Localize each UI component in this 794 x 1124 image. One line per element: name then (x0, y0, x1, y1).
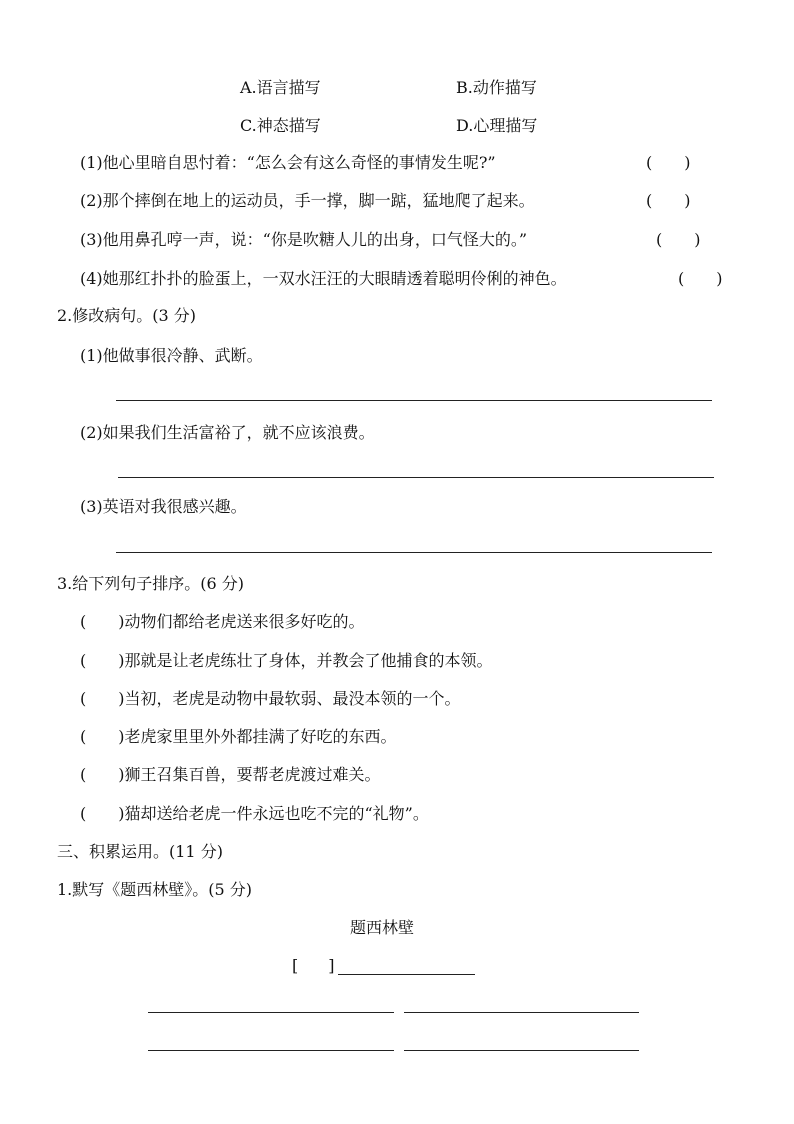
q1-item-4 (80, 269, 567, 289)
poem-line-1-left[interactable] (148, 1012, 394, 1013)
q3-title: 3.给下列句子排序。(6 分) (57, 574, 245, 593)
q3-item (80, 612, 365, 632)
q3-item (80, 689, 461, 709)
poem-line-2-left[interactable] (148, 1050, 394, 1051)
q1-item-2-text: (2)那个摔倒在地上的运动员，手一撑，脚一踮，猛地爬了起来。 (80, 191, 535, 210)
section-3-title: 三、积累运用。(11 分) (57, 842, 223, 861)
bracket-close: ] (328, 956, 335, 975)
option-d: D.心理描写 (456, 116, 538, 135)
q2-item-2: (2)如果我们生活富裕了，就不应该浪费。 (80, 423, 375, 442)
q3-item-6-paren[interactable]: ( ) (80, 804, 125, 823)
q1-item-4-text: (4)她那红扑扑的脸蛋上，一双水汪汪的大眼睛透着聪明伶俐的神色。 (80, 269, 567, 288)
option-c: C.神态描写 (240, 116, 321, 135)
q2-item-1: (1)他做事很冷静、武断。 (80, 346, 263, 365)
q2-item-3: (3)英语对我很感兴趣。 (80, 497, 247, 516)
q3-item-3-paren[interactable]: ( ) (80, 689, 125, 708)
poem-author-bracket (292, 956, 335, 976)
q1-item-4-answer[interactable]: ( ) (678, 269, 723, 288)
q3-item (80, 804, 429, 824)
option-b: B.动作描写 (456, 78, 537, 97)
q2-title: 2.修改病句。(3 分) (57, 306, 197, 325)
q1-item-1-text: (1)他心里暗自思忖着：“怎么会有这么奇怪的事情发生呢?” (80, 153, 496, 172)
q1-item-1-answer[interactable]: ( ) (646, 153, 691, 172)
q3-item-2-text: 那就是让老虎练壮了身体，并教会了他捕食的本领。 (124, 651, 493, 670)
q3-item-1-text: 动物们都给老虎送来很多好吃的。 (124, 612, 365, 631)
q1-item-1 (80, 153, 496, 173)
q3-item-2-paren[interactable]: ( ) (80, 651, 125, 670)
author-answer-line[interactable] (338, 974, 475, 975)
q2-answer-line-1[interactable] (116, 400, 712, 401)
q1-item-3-answer[interactable]: ( ) (656, 230, 701, 249)
section-3-q1-title: 1.默写《题西林壁》。(5 分) (57, 880, 253, 899)
q3-item-4-text: 老虎家里里外外都挂满了好吃的东西。 (124, 727, 397, 746)
q3-item-3-text: 当初，老虎是动物中最软弱、最没本领的一个。 (124, 689, 461, 708)
poem-line-1-right[interactable] (404, 1012, 639, 1013)
poem-title: 题西林壁 (350, 918, 415, 937)
bracket-open: [ (292, 956, 299, 975)
q2-answer-line-3[interactable] (116, 552, 712, 553)
q3-item (80, 765, 381, 785)
q3-item-4-paren[interactable]: ( ) (80, 727, 125, 746)
q3-item-5-paren[interactable]: ( ) (80, 765, 125, 784)
q1-item-3-text: (3)他用鼻孔哼一声，说：“你是吹糖人儿的出身，口气怪大的。” (80, 230, 528, 249)
q3-item (80, 727, 397, 747)
q3-item-6-text: 猫却送给老虎一件永远也吃不完的“礼物”。 (124, 804, 429, 823)
q1-item-3 (80, 230, 527, 250)
q3-item (80, 651, 493, 671)
q1-item-2-answer[interactable]: ( ) (646, 191, 691, 210)
q3-item-5-text: 狮王召集百兽，要帮老虎渡过难关。 (124, 765, 381, 784)
option-a: A.语言描写 (240, 78, 321, 97)
q3-item-1-paren[interactable]: ( ) (80, 612, 125, 631)
q2-answer-line-2[interactable] (118, 477, 714, 478)
q1-item-2 (80, 191, 535, 211)
poem-line-2-right[interactable] (404, 1050, 639, 1051)
